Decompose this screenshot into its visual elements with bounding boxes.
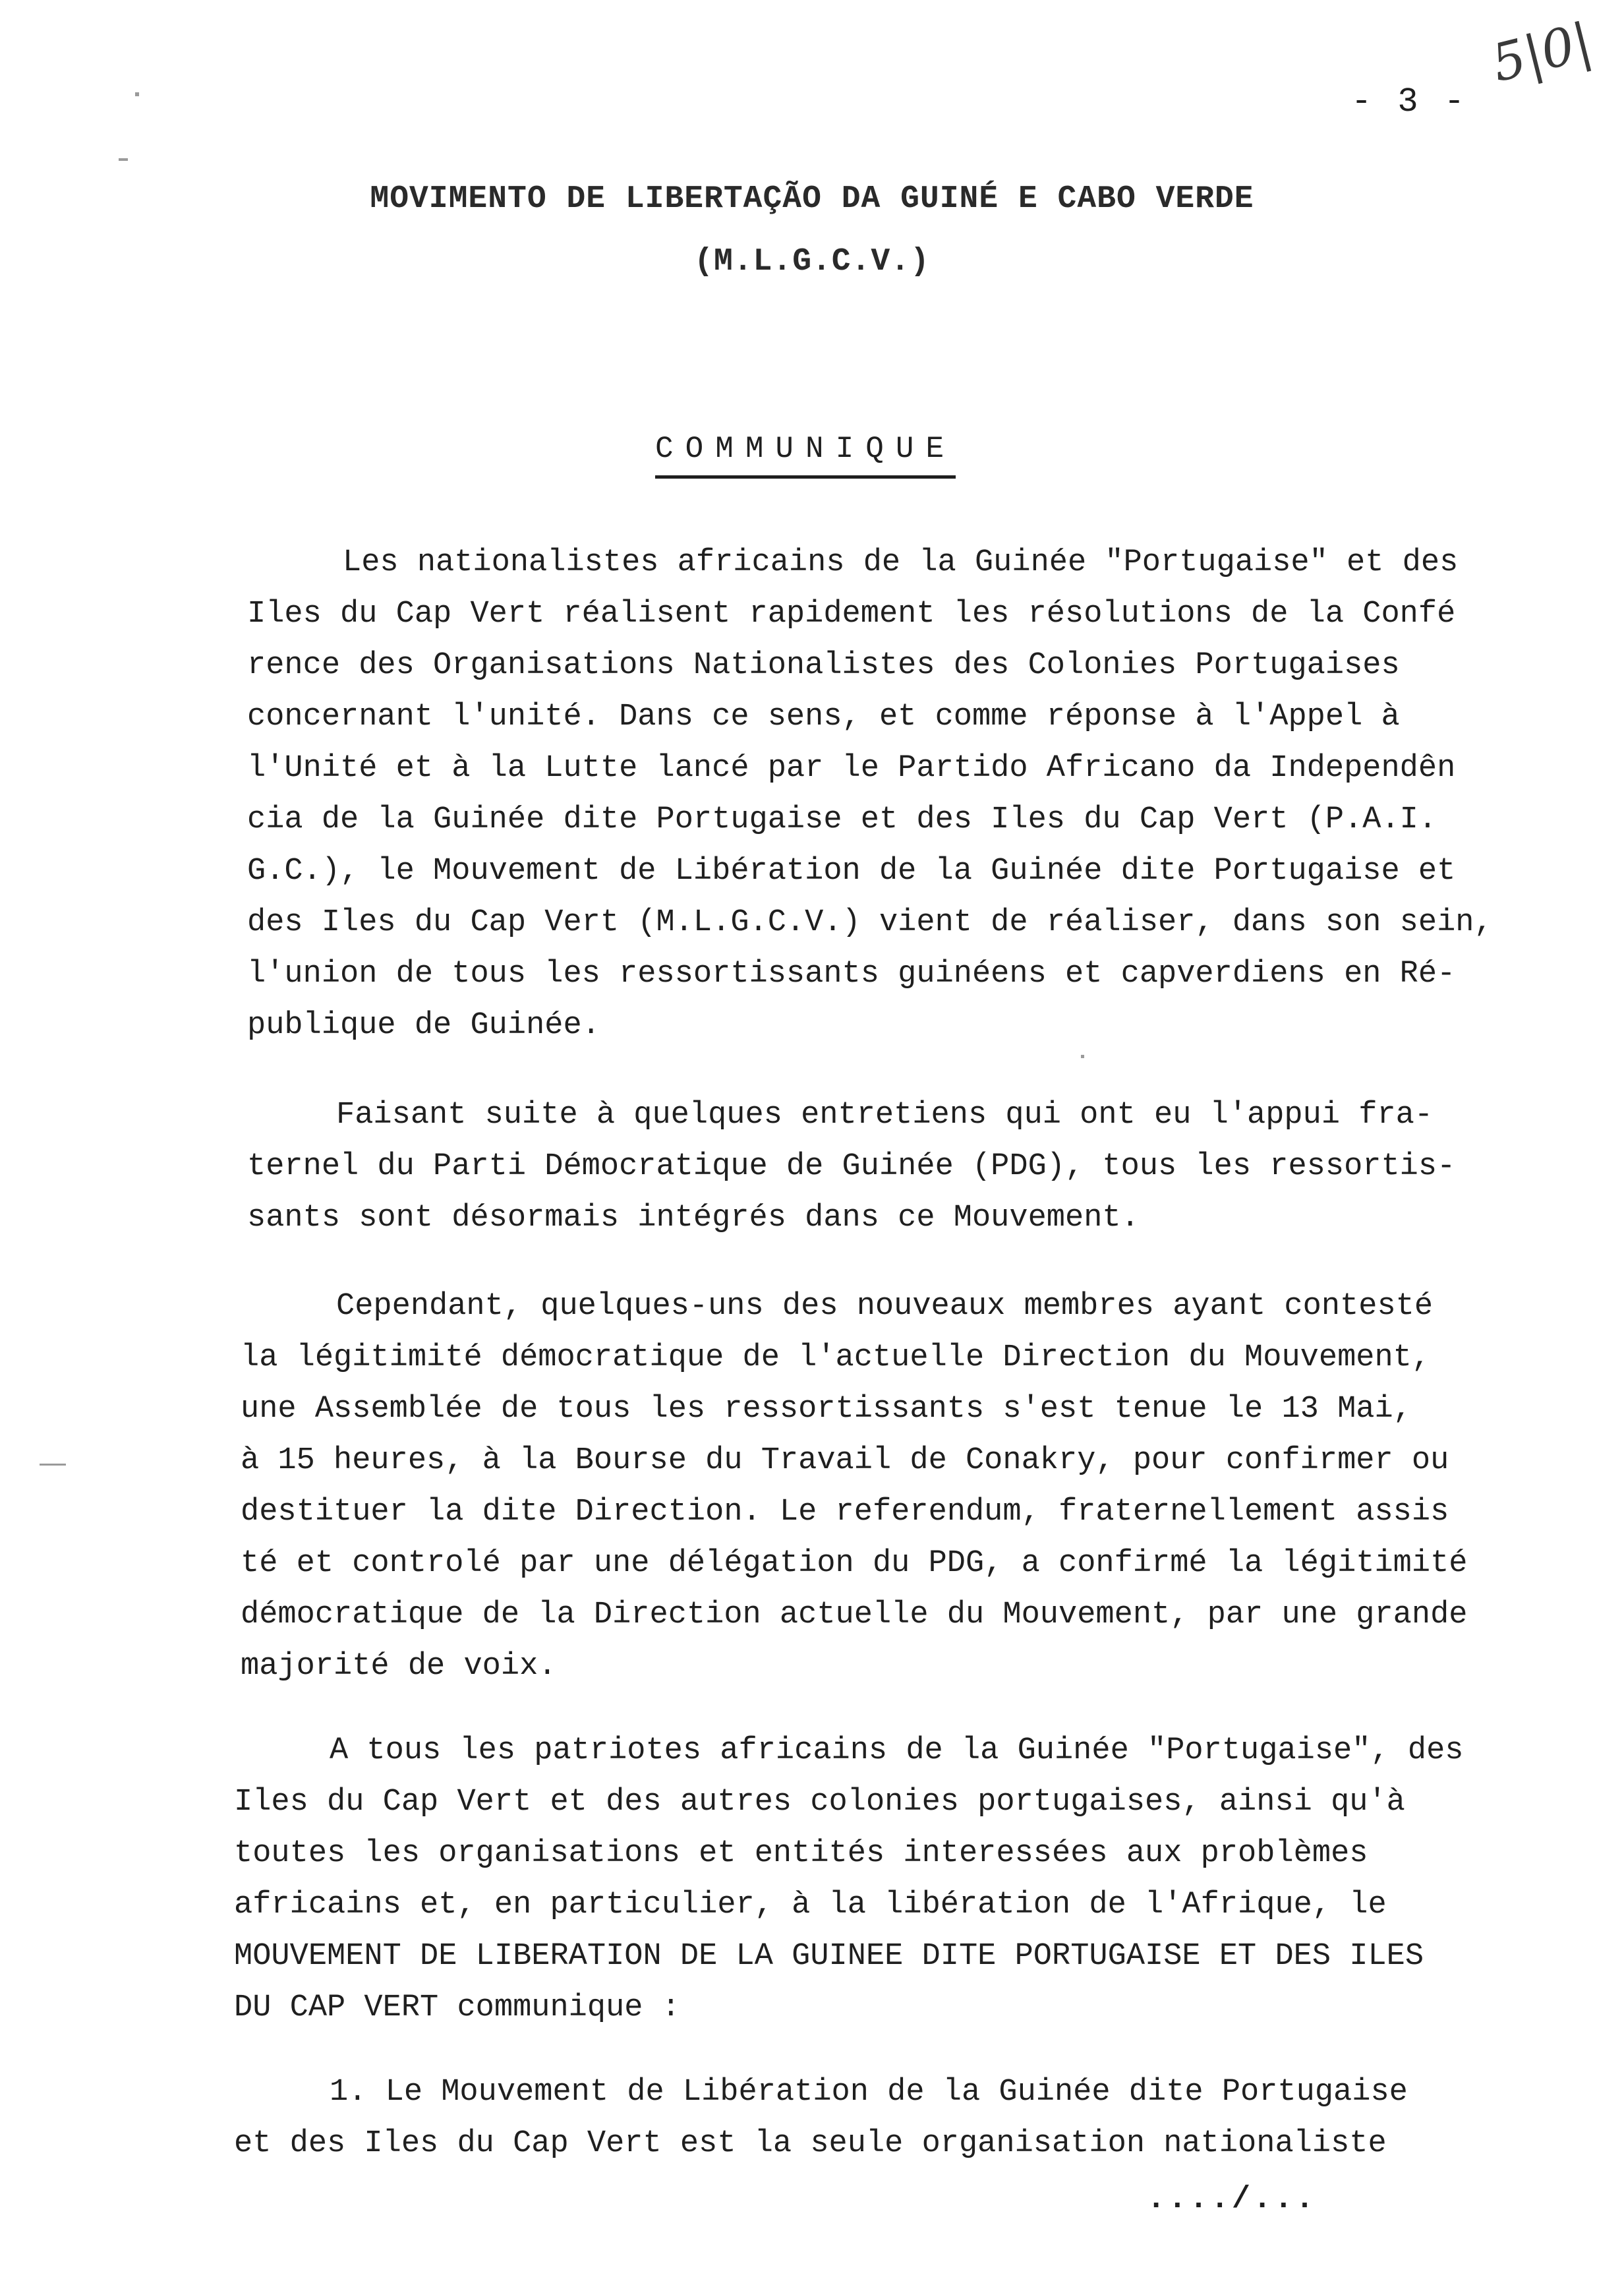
body-line: Les nationalistes africains de la Guinée "Portugaise" et des xyxy=(343,545,1459,580)
body-line: une Assemblée de tous les ressortissants s'est tenue le 13 Mai, xyxy=(241,1392,1412,1427)
body-line: des Iles du Cap Vert (M.L.G.C.V.) vient de réaliser, dans son sein, xyxy=(247,905,1493,940)
page-number: - 3 - xyxy=(1351,82,1468,121)
body-line: cia de la Guinée dite Portugaise et des Iles du Cap Vert (P.A.I. xyxy=(247,802,1437,837)
body-line: A tous les patriotes africains de la Guinée "Portugaise", des xyxy=(330,1733,1464,1768)
body-line: à 15 heures, à la Bourse du Travail de Conakry, pour confirmer ou xyxy=(241,1443,1449,1478)
body-line: rence des Organisations Nationalistes des Colonies Portugaises xyxy=(247,648,1400,683)
body-line: DU CAP VERT communique : xyxy=(234,1990,680,2025)
scan-speck xyxy=(135,92,139,96)
body-line: l'union de tous les ressortissants guinéens et capverdiens en Ré- xyxy=(247,957,1456,992)
body-line: l'Unité et à la Lutte lancé par le Partido Africano da Independên xyxy=(247,751,1456,786)
body-line: Iles du Cap Vert réalisent rapidement les résolutions de la Confé xyxy=(247,597,1456,632)
body-line: Iles du Cap Vert et des autres colonies portugaises, ainsi qu'à xyxy=(234,1785,1405,1820)
body-line: MOUVEMENT DE LIBERATION DE LA GUINEE DITE PORTUGAISE ET DES ILES xyxy=(234,1939,1424,1974)
scan-speck xyxy=(119,158,128,161)
body-line: G.C.), le Mouvement de Libération de la Guinée dite Portugaise et xyxy=(247,854,1456,889)
body-line: 1. Le Mouvement de Libération de la Guinée dite Portugaise xyxy=(330,2075,1408,2110)
organization-name: MOVIMENTO DE LIBERTAÇÃO DA GUINÉ E CABO VERDE xyxy=(370,181,1254,217)
scan-speck xyxy=(40,1464,66,1466)
body-line: publique de Guinée. xyxy=(247,1008,600,1043)
body-line: et des Iles du Cap Vert est la seule organisation nationaliste xyxy=(234,2126,1387,2161)
handwritten-archive-mark: 5|0| xyxy=(1486,12,1598,94)
body-line: africains et, en particulier, à la libération de l'Afrique, le xyxy=(234,1888,1387,1922)
body-line: la légitimité démocratique de l'actuelle Direction du Mouvement, xyxy=(241,1340,1431,1375)
body-line: destituer la dite Direction. Le referendum, fraternellement assis xyxy=(241,1495,1449,1530)
organization-acronym: (M.L.G.C.V.) xyxy=(694,244,930,280)
body-line: toutes les organisations et entités interessées aux problèmes xyxy=(234,1836,1368,1871)
body-line: concernant l'unité. Dans ce sens, et comme réponse à l'Appel à xyxy=(247,699,1400,734)
body-line: sants sont désormais intégrés dans ce Mouvement. xyxy=(247,1201,1140,1235)
body-line: démocratique de la Direction actuelle du Mouvement, par une grande xyxy=(241,1597,1468,1632)
body-line: té et controlé par une délégation du PDG, a confirmé la légitimité xyxy=(241,1546,1468,1581)
body-line: Faisant suite à quelques entretiens qui ont eu l'appui fra- xyxy=(336,1098,1434,1133)
body-line: majorité de voix. xyxy=(241,1649,557,1684)
body-line: ternel du Parti Démocratique de Guinée (PDG), tous les ressortis- xyxy=(247,1149,1456,1184)
document-title: COMMUNIQUE xyxy=(655,432,956,479)
continuation-mark: ..../... xyxy=(1147,2182,1317,2217)
scan-speck xyxy=(1081,1055,1084,1058)
body-line: Cependant, quelques-uns des nouveaux membres ayant contesté xyxy=(336,1289,1434,1324)
